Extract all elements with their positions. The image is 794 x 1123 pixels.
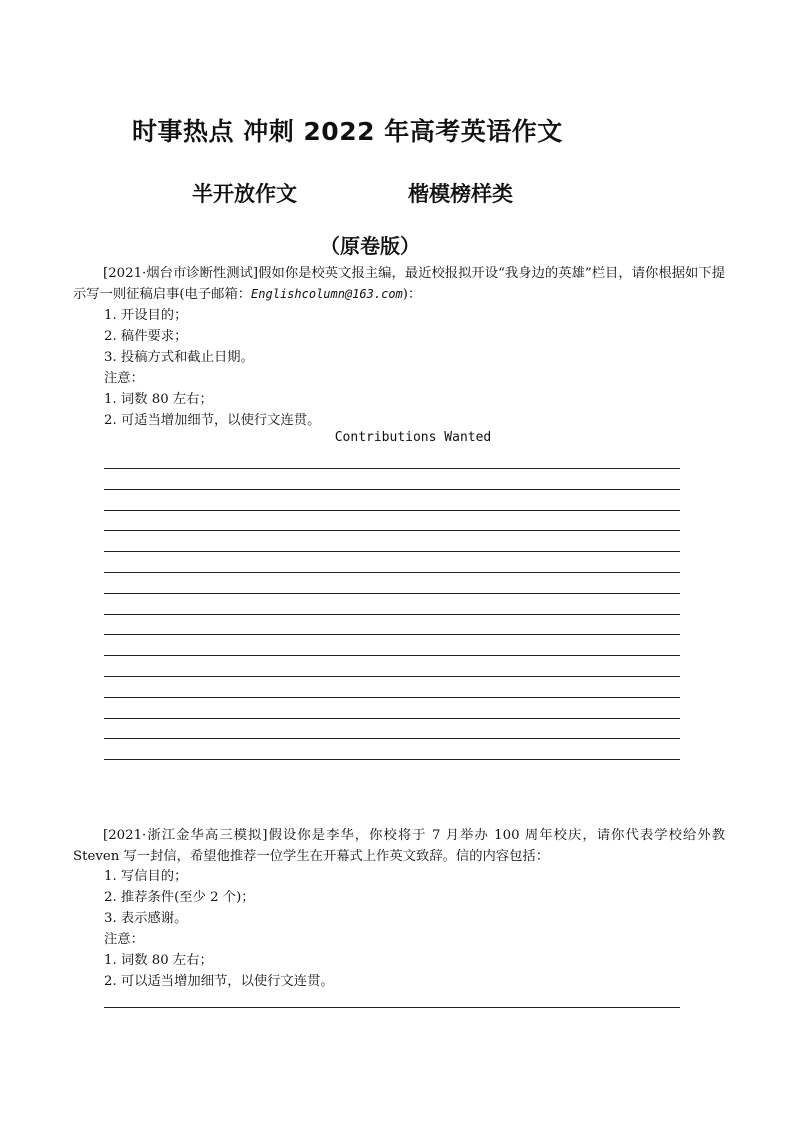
answer-line — [104, 655, 680, 656]
answer-line — [104, 593, 680, 594]
task2-point-3: 3. 表示感谢。 — [104, 911, 188, 926]
task1-source: [2021·烟台市诊断性测试] — [103, 266, 259, 281]
task1-note-label: 注意： — [104, 371, 144, 386]
task1-point-1: 1. 开设目的； — [104, 308, 188, 323]
task2-text: 假设你是李华，你校将于 7 月举办 100 周年校庆，请你代表学校给外教 Steven 写一封信，希望他推荐一位学生在开幕式上作英文致辞。信的内容包括： — [73, 828, 725, 864]
task2-prompt — [73, 825, 725, 867]
task2-point-2: 2. 推荐条件(至少 2 个)； — [104, 890, 255, 905]
task2-note-1: 1. 词数 80 左右； — [104, 953, 213, 968]
task2-note-2: 2. 可以适当增加细节，以使行文连贯。 — [104, 974, 334, 989]
task1-point-3: 3. 投稿方式和截止日期。 — [104, 350, 254, 365]
answer-line — [104, 634, 680, 635]
answer-line — [104, 489, 680, 490]
task1-prompt — [73, 263, 725, 305]
answer-line — [104, 697, 680, 698]
answer-line — [104, 530, 680, 531]
answer-line — [104, 468, 680, 469]
page-title: 时事热点 冲刺 2022 年高考英语作文 — [132, 117, 563, 146]
answer-line — [104, 738, 680, 739]
answer-line — [104, 614, 680, 615]
task2-source: [2021·浙江金华高三模拟] — [103, 828, 268, 843]
answer-line — [104, 676, 680, 677]
answer-line — [104, 718, 680, 719]
task1-note-2: 2. 可适当增加细节，以使行文连贯。 — [104, 413, 321, 428]
task2-answer-line — [104, 1007, 680, 1008]
task1-email: Englishcolumn@163.com — [251, 287, 403, 301]
task2-point-1: 1. 写信目的； — [104, 869, 188, 884]
subtitle-category: 半开放作文 — [192, 182, 297, 206]
task1-point-2: 2. 稿件要求； — [104, 329, 188, 344]
task1-note-1: 1. 词数 80 左右； — [104, 392, 213, 407]
answer-line — [104, 572, 680, 573]
version-label: （原卷版） — [320, 234, 420, 258]
task1-heading: Contributions Wanted — [334, 430, 492, 445]
answer-line — [104, 510, 680, 511]
answer-line — [104, 551, 680, 552]
subtitle-theme: 楷模榜样类 — [408, 182, 513, 206]
task1-text: 假如你是校英文报主编，最近校报拟开设“我身边的英雄”栏目，请你根据如下提示写一则征稿启事(电子邮箱： — [73, 266, 725, 302]
task1-prompt-end: )： — [402, 287, 422, 302]
task2-note-label: 注意： — [104, 932, 144, 947]
answer-line — [104, 759, 680, 760]
